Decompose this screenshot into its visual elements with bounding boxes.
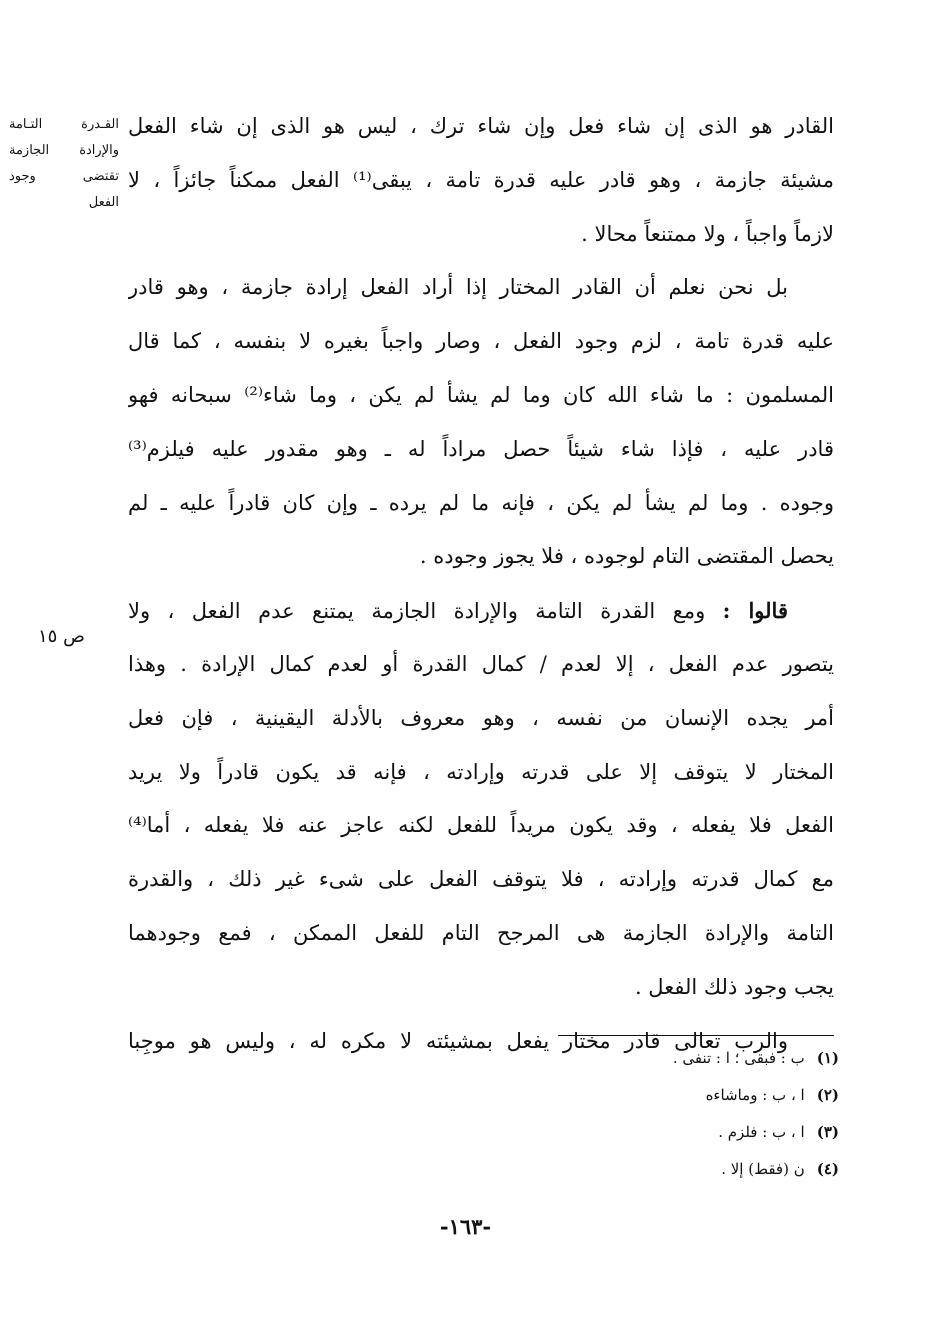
footnote-number: (٢) <box>816 1086 839 1104</box>
text-line: يحصل المقتضى التام لوجوده ، فلا يجوز وجوده . <box>419 544 834 569</box>
margin-note-line: الفعل <box>88 195 119 210</box>
margin-note-line: تقتضى وجود <box>9 169 119 184</box>
text-line: المختار لا يتوقف إلا على قدرته وإرادته ، فإنه قد يكون قادراً ولا يريد <box>128 759 834 784</box>
page-number: -١٦٣- <box>439 1214 492 1239</box>
text-line-rest: ومع القدرة التامة والإرادة الجازمة يمتنع عدم الفعل ، ولا <box>128 599 706 624</box>
text-line: الفعل فلا يفعله ، وقد يكون مريداً للفعل لكنه عاجز عنه فلا يفعله ، أما⁽⁴⁾ <box>128 813 834 838</box>
text-line: يجب وجود ذلك الفعل . <box>634 974 834 999</box>
footnote-number: (٣) <box>816 1123 839 1141</box>
footnote-text: ا ، ب : فلزم . <box>718 1123 805 1141</box>
text-line-with-lead <box>128 584 834 638</box>
footnote <box>339 1151 839 1188</box>
page-reference: ص ١٥ <box>38 626 85 647</box>
text-line: القادر هو الذى إن شاء فعل وإن شاء ترك ، ليس هو الذى إن شاء الفعل <box>128 114 834 138</box>
text-line: قادر عليه ، فإذا شاء شيئاً حصل مراداً له ـ وهو مقدور عليه فيلزم⁽³⁾ <box>128 436 834 461</box>
text-line: والرب تعالى قادر مختار يفعل بمشيئته لا مكره له ، وليس هو موجِبا <box>128 1028 788 1053</box>
text-line: يتصور عدم الفعل ، إلا لعدم / كمال القدرة أو لعدم كمال الإرادة . وهذا <box>128 651 834 676</box>
text-line: لازماً واجباً ، ولا ممتنعاً محالا . <box>581 221 834 246</box>
margin-note <box>9 112 119 216</box>
text-line: أمر يجده الإنسان من نفسه ، وهو معروف بالأدلة اليقينية ، فإن فعل <box>128 705 834 730</box>
footnote-divider <box>558 1035 834 1036</box>
footnote <box>339 1077 839 1114</box>
text-line: وجوده . وما لم يشأ لم يكن ، فإنه ما لم يرده ـ وإن كان قادراً عليه ـ لم <box>128 490 834 515</box>
text-line: بل نحن نعلم أن القادر المختار إذا أراد الفعل إرادة جازمة ، وهو قادر <box>128 275 788 300</box>
body-text <box>128 100 834 1068</box>
text-line: التامة والإرادة الجازمة هى المرجح التام للفعل الممكن ، فمع وجودهما <box>128 920 834 945</box>
footnotes <box>339 1040 839 1188</box>
text-line: المسلمون : ما شاء الله كان وما لم يشأ لم يكن ، وما شاء⁽²⁾ سبحانه فهو <box>128 382 834 407</box>
footnote-number: (٤) <box>816 1160 839 1178</box>
footnote-text: ب : فبقى ؛ ا : تنفى . <box>672 1049 805 1067</box>
footnote-text: ا ، ب : وماشاءه <box>705 1086 805 1104</box>
footnote <box>339 1040 839 1077</box>
text-line: مشيئة جازمة ، وهو قادر عليه قدرة تامة ، يبقى⁽¹⁾ الفعل ممكناً جائزاً ، لا <box>128 167 834 192</box>
footnote <box>339 1114 839 1151</box>
text-line: مع كمال قدرته وإرادته ، فلا يتوقف الفعل على شىء غير ذلك ، والقدرة <box>128 867 834 892</box>
margin-note-line: والإرادة الجازمة <box>9 143 119 158</box>
margin-note-line: القـدرة التـامة <box>9 117 119 132</box>
lead-word: قالوا : <box>722 598 788 624</box>
footnote-number: (١) <box>816 1049 839 1067</box>
text-line: عليه قدرة تامة ، لزم وجود الفعل ، وصار واجباً بغيره لا بنفسه ، كما قال <box>128 329 834 354</box>
footnote-text: ن (فقط) إلا . <box>721 1160 805 1178</box>
